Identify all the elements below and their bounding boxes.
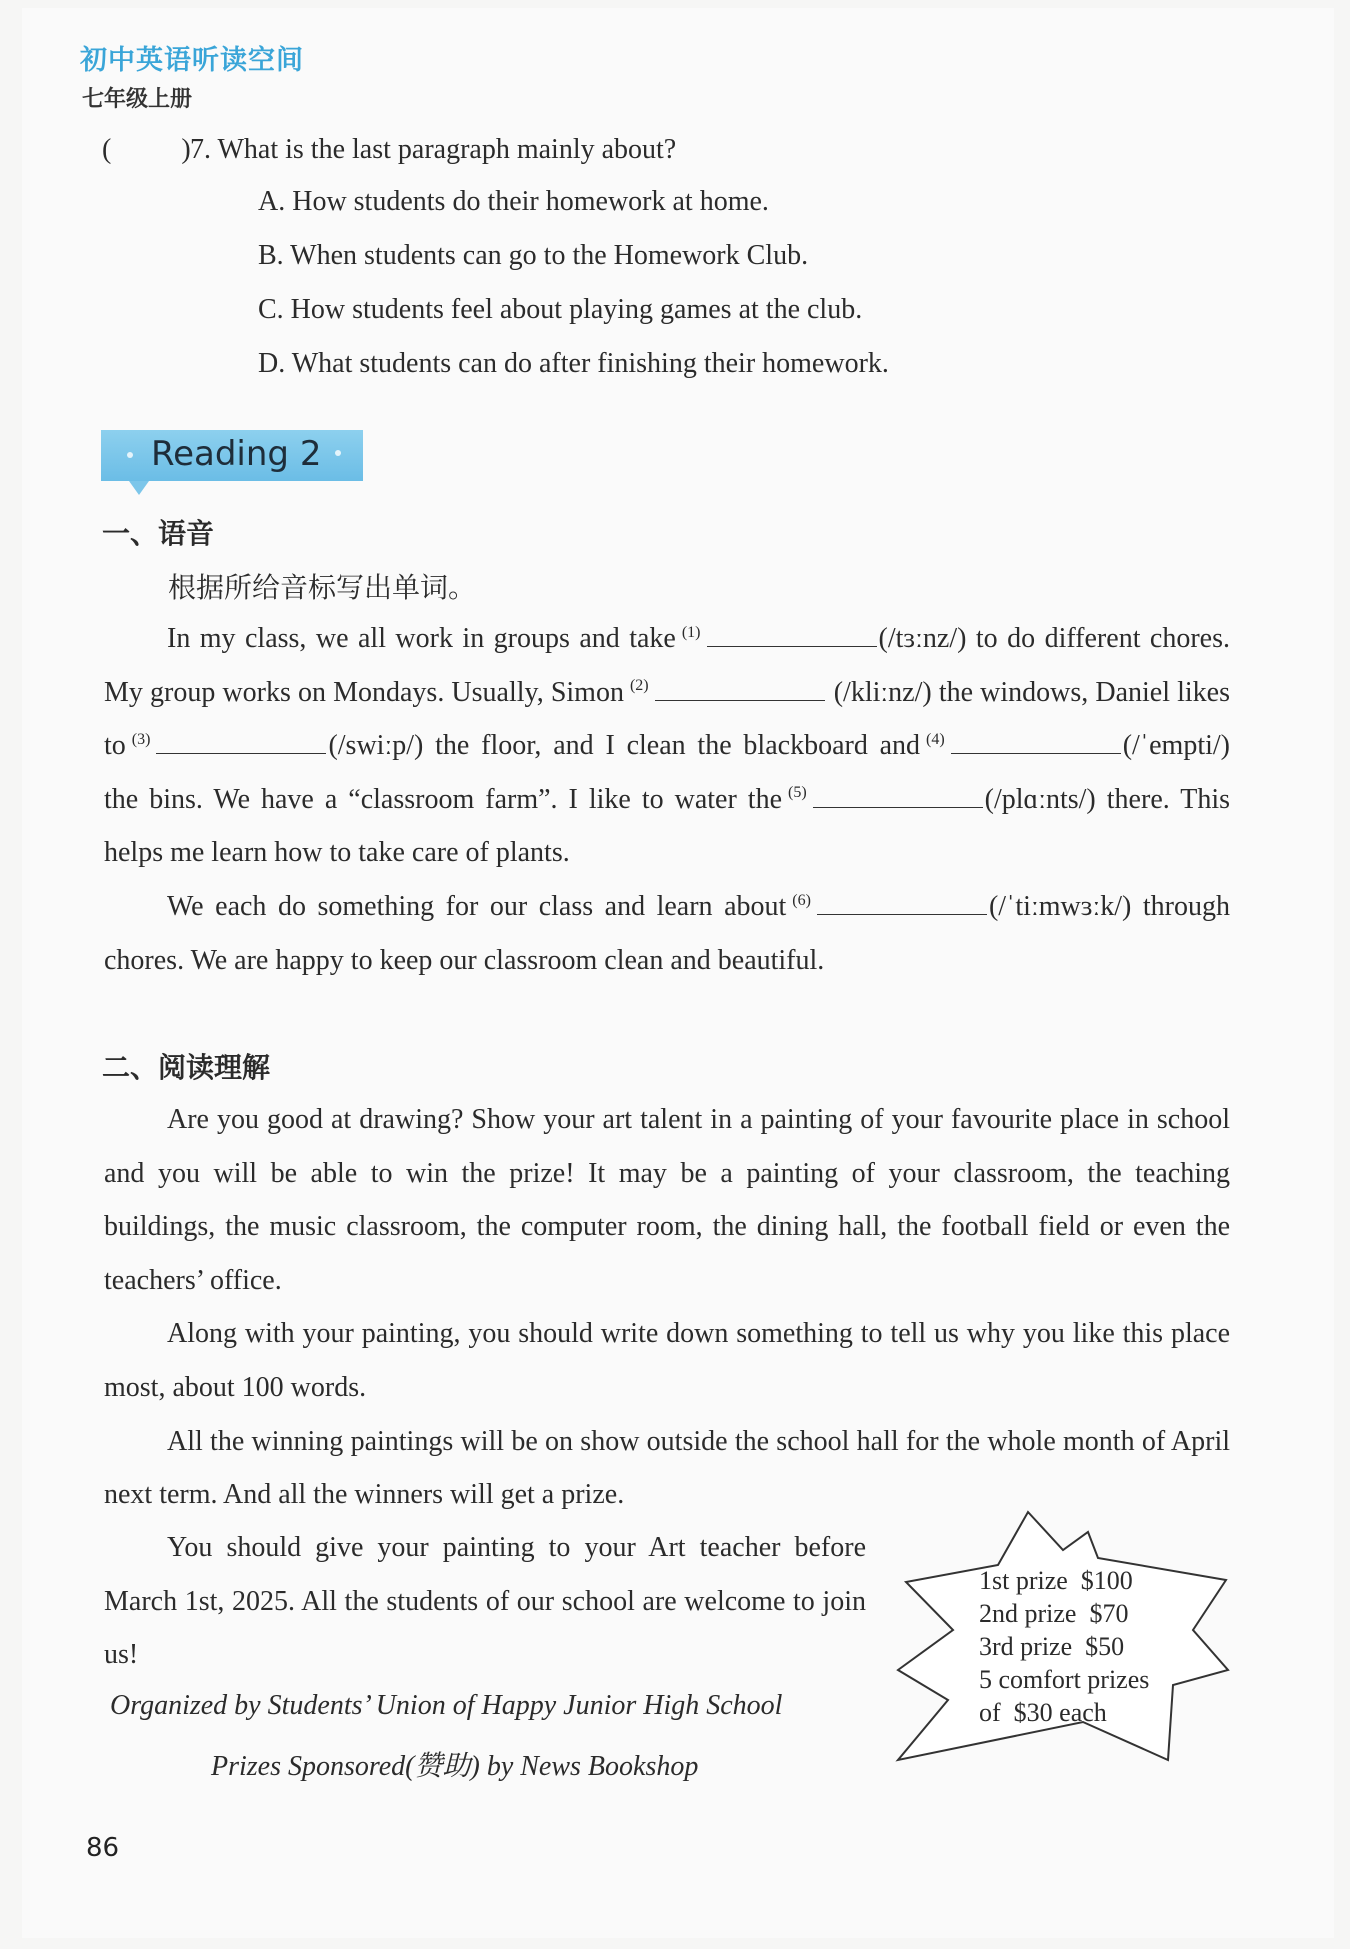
blank-number-5: (5) bbox=[788, 784, 807, 802]
blank-number-2: (2) bbox=[629, 677, 649, 695]
book-title: 初中英语听读空间 bbox=[80, 45, 304, 76]
prize-3: 3rd prize $50 bbox=[979, 1632, 1125, 1661]
phonetic-3: (/swiːp/) bbox=[328, 730, 424, 762]
blank-3[interactable] bbox=[156, 731, 326, 754]
section-2-passage-end bbox=[104, 1521, 866, 1682]
text-run: the windows, Daniel likes to bbox=[104, 676, 1230, 762]
phonetic-1: (/tɜːnz/) bbox=[878, 623, 967, 654]
option-d: D. What students can do after finishing their homework. bbox=[258, 348, 889, 379]
reading-paragraph-4: You should give your painting to your Art teacher before March 1st, 2025. All the students of our school are welcome to join us! bbox=[104, 1532, 866, 1671]
blank-number-3: (3) bbox=[131, 730, 151, 748]
section-1-heading: 一、语音 bbox=[102, 517, 215, 550]
blank-number-1: (1) bbox=[681, 623, 701, 641]
prize-5: of $30 each bbox=[979, 1698, 1107, 1727]
phonetic-4: (/ˈempti/) bbox=[1122, 730, 1230, 762]
reading-paragraph-3: All the winning paintings will be on show outside the school hall for the whole month of April next term. And all the winners will get a prize. bbox=[104, 1425, 1230, 1511]
text-run: In my class, we all work in groups and take bbox=[167, 623, 676, 654]
blank-number-4: (4) bbox=[926, 730, 945, 748]
prize-4: 5 comfort prizes bbox=[979, 1665, 1150, 1694]
book-subtitle: 七年级上册 bbox=[82, 86, 193, 112]
question-stem: 7. What is the last paragraph mainly about? bbox=[190, 134, 677, 165]
answer-paren: ( ) bbox=[102, 134, 191, 165]
reading-banner bbox=[101, 430, 363, 481]
organizer-line: Organized by Students’ Union of Happy Junior High School bbox=[110, 1690, 783, 1721]
text-run: to do different chores. My group works on Mondays. Usually, Simon bbox=[104, 623, 1230, 708]
blank-2[interactable] bbox=[655, 678, 825, 701]
text-run: through chores. We are happy to keep our classroom clean and beautiful. bbox=[104, 890, 1230, 976]
section-2-passage bbox=[104, 1093, 1230, 1522]
reading-paragraph-1: Are you good at drawing? Show your art talent in a painting of your favourite place in school and you will be able to win the prize! It may be a painting of your classroom, the teaching buildings, the music classroom, the computer room, the dining hall, the football field or even the teachers’ office. bbox=[104, 1104, 1230, 1296]
text-run: We each do something for our class and learn about bbox=[167, 890, 787, 922]
section-2-heading: 二、阅读理解 bbox=[102, 1051, 271, 1084]
banner-dot-right bbox=[335, 450, 341, 456]
banner-dot-left bbox=[127, 452, 133, 458]
phonetic-6: (/ˈtiːmwɜːk/) bbox=[988, 890, 1132, 922]
phonetic-2: (/kliːnz/) bbox=[833, 676, 932, 708]
page-number: 86 bbox=[86, 1833, 120, 1863]
prize-list bbox=[979, 1564, 1149, 1729]
phonetic-5: (/plɑːnts/) bbox=[984, 783, 1096, 815]
section-1-instruction: 根据所给音标写出单词。 bbox=[168, 571, 477, 604]
prize-2: 2nd prize $70 bbox=[979, 1599, 1129, 1628]
blank-4[interactable] bbox=[951, 731, 1121, 754]
banner-label: Reading 2 bbox=[151, 434, 322, 474]
passage-paragraph-1 bbox=[104, 612, 1230, 880]
prize-1: 1st prize $100 bbox=[979, 1566, 1133, 1595]
passage-paragraph-2 bbox=[104, 880, 1230, 987]
text-run: there. This helps me learn how to take care of plants. bbox=[104, 783, 1231, 869]
option-c: C. How students feel about playing games at the club. bbox=[258, 294, 863, 325]
blank-number-6: (6) bbox=[792, 891, 811, 909]
sponsor-line: Prizes Sponsored(赞助) by News Bookshop bbox=[211, 1751, 699, 1782]
blank-1[interactable] bbox=[707, 624, 877, 647]
reading-paragraph-2: Along with your painting, you should write down something to tell us why you like this place most, about 100 words. bbox=[104, 1318, 1230, 1403]
text-run: the floor, and I clean the blackboard and bbox=[435, 730, 921, 762]
section-1-passage bbox=[104, 612, 1230, 987]
question-7-options bbox=[258, 188, 889, 404]
option-b: B. When students can go to the Homework Club. bbox=[258, 240, 809, 271]
blank-6[interactable] bbox=[817, 892, 987, 915]
option-a: A. How students do their homework at home. bbox=[258, 186, 769, 217]
question-7 bbox=[102, 134, 676, 166]
blank-5[interactable] bbox=[813, 785, 983, 808]
text-run: the bins. We have a “classroom farm”. I like to water the bbox=[104, 783, 783, 815]
